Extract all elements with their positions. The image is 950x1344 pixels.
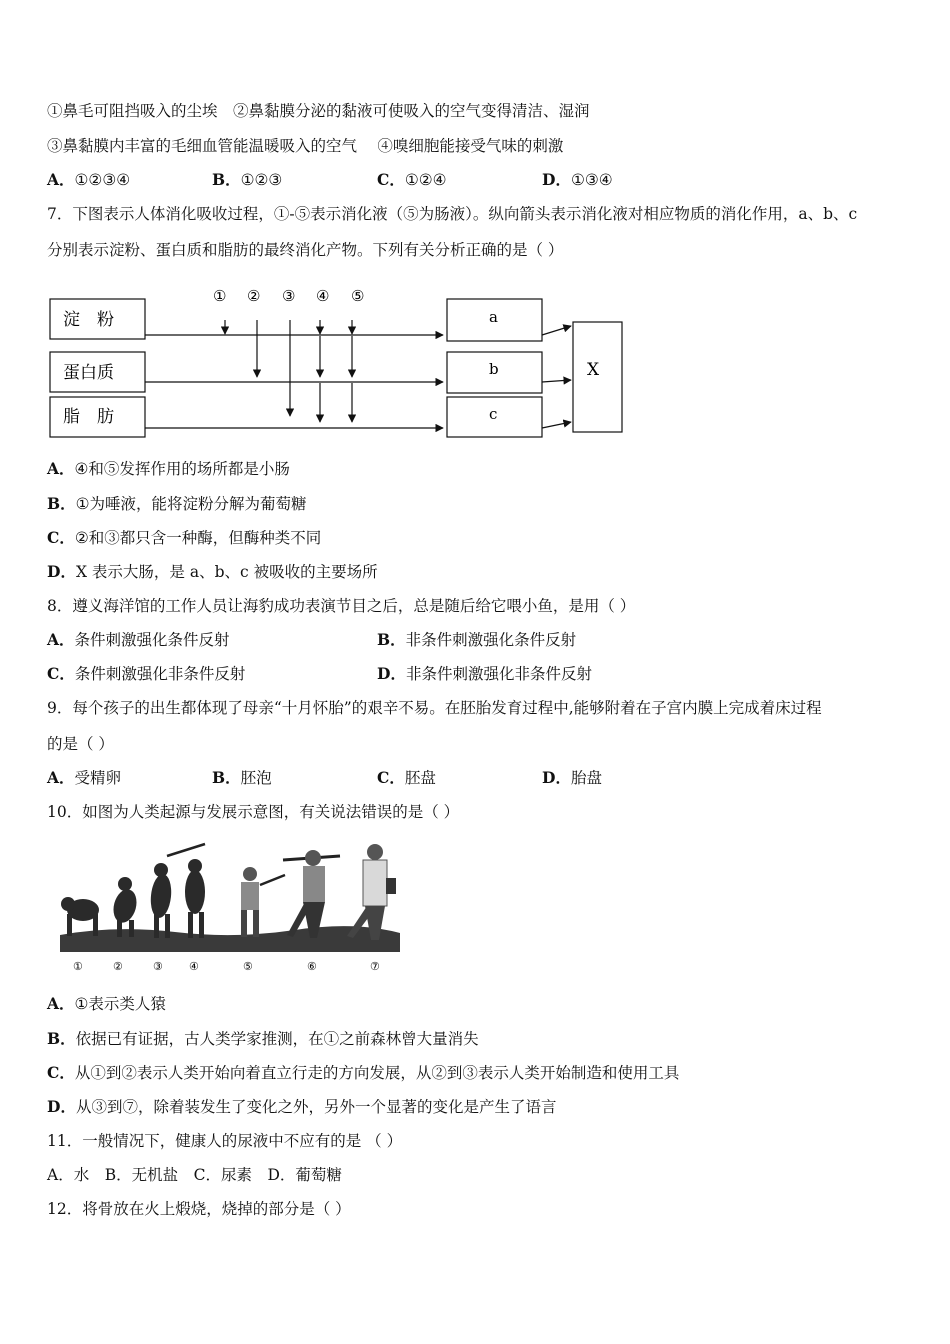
absorb-arrow-a xyxy=(542,326,571,335)
q6-option-d: D．①③④ xyxy=(542,170,613,189)
juice-label-3: ③ xyxy=(282,287,296,305)
q8-option-a: A．条件刺激强化条件反射 xyxy=(47,630,230,649)
q8-stem: 8．遵义海洋馆的工作人员让海豹成功表演节目之后，总是随后给它喂小鱼，是用（ ） xyxy=(47,597,636,615)
input-label-starch: 淀 粉 xyxy=(63,310,114,330)
figure-5-early-human xyxy=(241,867,285,937)
product-label-a: a xyxy=(489,308,498,326)
q7-option-c: C．②和③都只含一种酶，但酶种类不同 xyxy=(47,528,322,547)
q6-option-c: C．①②④ xyxy=(377,170,447,189)
digestion-diagram xyxy=(45,282,635,442)
q11-options: A．水 B．无机盐 C．尿素 D．葡萄糖 xyxy=(47,1166,342,1184)
figure-3-hominid xyxy=(149,863,173,938)
figure-4-hominid-with-stick xyxy=(167,844,205,938)
q7-option-a: A．④和⑤发挥作用的场所都是小肠 xyxy=(47,459,290,478)
q9-stem-line-1: 9．每个孩子的出生都体现了母亲“十月怀胎”的艰辛不易。在胚胎发育过程中,能够附着在子宫内膜上完成着床过程 xyxy=(47,699,822,717)
q10-option-d: D．从③到⑦，除着装发生了变化之外，另外一个显著的变化是产生了语言 xyxy=(47,1097,557,1116)
organ-label-x: X xyxy=(587,360,600,380)
figure-2-early-hominid xyxy=(110,877,140,937)
q9-stem-line-2: 的是（ ） xyxy=(47,735,114,753)
q10-option-b: B．依据已有证据，古人类学家推测，在①之前森林曾大量消失 xyxy=(47,1029,479,1048)
figure-6-human-with-gun xyxy=(283,850,340,938)
q11-stem: 11．一般情况下，健康人的尿液中不应有的是 （ ） xyxy=(47,1132,403,1150)
absorb-arrow-c xyxy=(542,422,571,428)
juice-label-4: ④ xyxy=(316,287,330,305)
q7-stem-line-1: 7．下图表示人体消化吸收过程，①-⑤表示消化液（⑤为肠液）。纵向箭头表示消化液对相应物质的消化作用，a、b、c xyxy=(47,205,858,223)
q7-option-b: B．①为唾液，能将淀粉分解为葡萄糖 xyxy=(47,494,307,513)
q8-option-b: B．非条件刺激强化条件反射 xyxy=(377,630,577,649)
q12-stem: 12．将骨放在火上煅烧，烧掉的部分是（ ） xyxy=(47,1200,351,1218)
figure-label-6: ⑥ xyxy=(307,960,317,973)
q10-option-c: C．从①到②表示人类开始向着直立行走的方向发展，从②到③表示人类开始制造和使用工具 xyxy=(47,1063,680,1082)
ground-strip xyxy=(60,926,400,952)
figure-label-3: ③ xyxy=(153,960,163,973)
q7-stem-line-2: 分别表示淀粉、蛋白质和脂肪的最终消化产物。下列有关分析正确的是（ ） xyxy=(47,241,564,259)
q9-option-a: A．受精卵 xyxy=(47,768,122,787)
figure-7-modern-human xyxy=(347,844,396,940)
figure-label-4: ④ xyxy=(189,960,199,973)
q10-stem: 10．如图为人类起源与发展示意图，有关说法错误的是（ ） xyxy=(47,803,460,821)
human-evolution-figure xyxy=(55,840,405,980)
juice-label-2: ② xyxy=(247,287,261,305)
q6-statement-3-4: ③鼻黏膜内丰富的毛细血管能温暖吸入的空气 ④嗅细胞能接受气味的刺激 xyxy=(47,137,564,155)
q6-statement-1-2: ①鼻毛可阻挡吸入的尘埃 ②鼻黏膜分泌的黏液可使吸入的空气变得清洁、湿润 xyxy=(47,102,590,120)
q9-option-d: D．胎盘 xyxy=(542,768,602,787)
q8-option-d: D．非条件刺激强化非条件反射 xyxy=(377,664,592,683)
figure-label-2: ② xyxy=(113,960,123,973)
input-label-protein: 蛋白质 xyxy=(63,363,114,383)
figure-label-7: ⑦ xyxy=(370,960,380,973)
q9-option-c: C．胚盘 xyxy=(377,768,436,787)
input-label-fat: 脂 肪 xyxy=(63,407,114,427)
q8-option-c: C．条件刺激强化非条件反射 xyxy=(47,664,246,683)
product-label-c: c xyxy=(489,405,498,423)
figure-1-ape xyxy=(61,897,99,936)
q10-option-a: A．①表示类人猿 xyxy=(47,994,166,1013)
figure-label-1: ① xyxy=(73,960,83,973)
q6-option-b: B．①②③ xyxy=(212,170,283,189)
juice-label-5: ⑤ xyxy=(351,287,365,305)
product-label-b: b xyxy=(489,360,499,378)
q6-option-a: A．①②③④ xyxy=(47,170,131,189)
juice-label-1: ① xyxy=(213,287,227,305)
q9-option-b: B．胚泡 xyxy=(212,768,272,787)
q7-option-d: D．X 表示大肠，是 a、b、c 被吸收的主要场所 xyxy=(47,562,378,581)
figure-label-5: ⑤ xyxy=(243,960,253,973)
absorb-arrow-b xyxy=(542,380,571,382)
